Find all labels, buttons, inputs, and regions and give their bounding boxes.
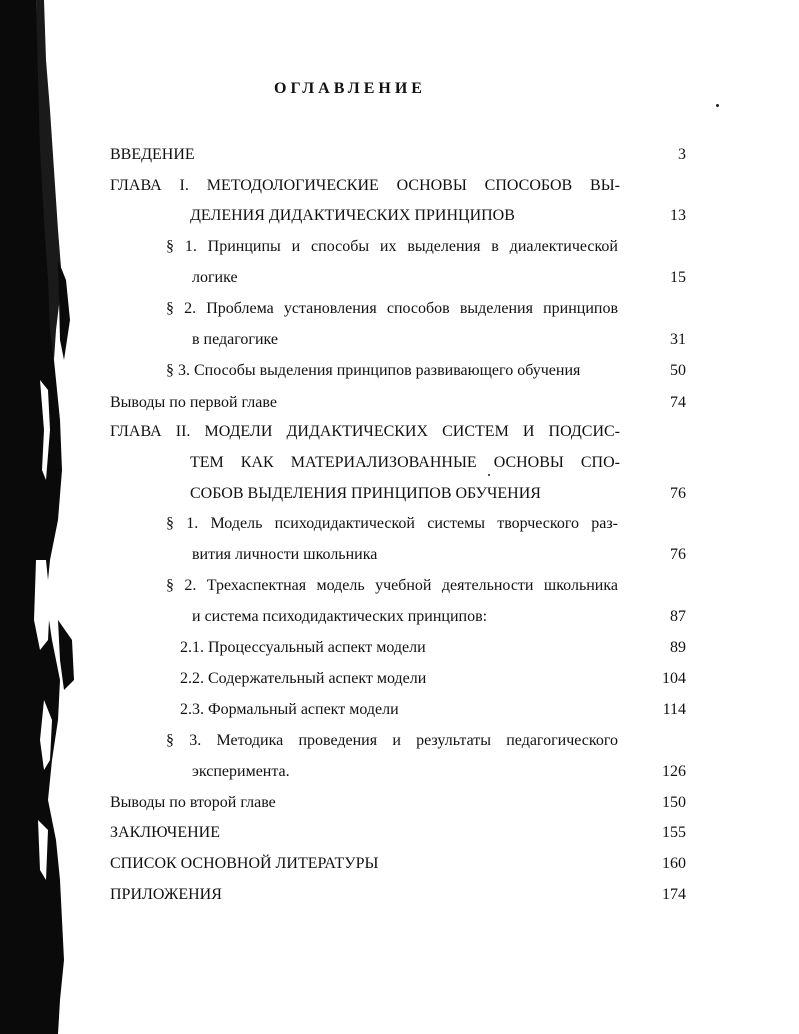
toc-entry-title-line-1: § 1. Принципы и способы их выделения в диалектической [166, 238, 618, 255]
toc-entry-chapter-1-section-1 [0, 237, 799, 297]
toc-entry-title: ЗАКЛЮЧЕНИЕ [110, 824, 220, 841]
toc-entry-page: 15 [670, 269, 686, 286]
toc-entry-title: СПИСОК ОСНОВНОЙ ЛИТЕРАТУРЫ [110, 855, 379, 872]
toc-entry-title-line-2: эксперимента. [192, 763, 290, 780]
toc-entry-title: 2.2. Содержательный аспект модели [180, 670, 427, 687]
toc-entry-title-line-3: СОБОВ ВЫДЕЛЕНИЯ ПРИНЦИПОВ ОБУЧЕНИЯ [190, 485, 541, 502]
toc-entry-page: 160 [662, 855, 686, 872]
toc-entry-page: 104 [662, 670, 686, 687]
toc-entry-title: Выводы по второй главе [110, 794, 276, 811]
toc-entry-page: 126 [662, 763, 686, 780]
toc-entry-page: 114 [662, 701, 686, 718]
toc-entry-page: 74 [670, 394, 686, 411]
toc-entry-title: ВВЕДЕНИЕ [110, 146, 195, 163]
toc-entry-title-line-1: § 2. Трехаспектная модель учебной деятельности школьника [166, 577, 618, 594]
toc-entry-chapter-2-section-3 [0, 731, 799, 791]
toc-entry-title-line-2: ДЕЛЕНИЯ ДИДАКТИЧЕСКИХ ПРИНЦИПОВ [190, 207, 515, 224]
toc-entry-page: 155 [662, 824, 686, 841]
toc-entry-chapter-1 [0, 176, 799, 236]
toc-entry-page: 76 [670, 485, 686, 502]
toc-entry-page: 150 [662, 794, 686, 811]
toc-entry-title: § 3. Способы выделения принципов развивающего обучения [166, 362, 581, 379]
toc-entry-title: ПРИЛОЖЕНИЯ [110, 886, 222, 903]
toc-entry-page: 31 [670, 331, 686, 348]
toc-entry-title-line-2: и система психодидактических принципов: [192, 608, 488, 625]
toc-entry-title-line-1: § 1. Модель психодидактической системы творческого раз- [166, 515, 618, 532]
scan-speck [716, 104, 719, 107]
toc-entry-page: 89 [670, 639, 686, 656]
toc-entry-title-line-1: ГЛАВА II. МОДЕЛИ ДИДАКТИЧЕСКИХ СИСТЕМ И ПОДСИС- [110, 423, 620, 440]
toc-entry-chapter-2-section-2 [0, 576, 799, 636]
toc-entry-title-line-2: ТЕМ КАК МАТЕРИАЛИЗОВАННЫЕ ОСНОВЫ СПО- [190, 454, 620, 471]
toc-entry-title-line-2: вития личности школьника [192, 546, 378, 563]
toc-entry-title-line-2: в педагогике [192, 331, 279, 348]
toc-entry-page: 87 [670, 608, 686, 625]
toc-entry-title-line-2: логике [192, 269, 238, 286]
toc-entry-page: 13 [670, 207, 686, 224]
toc-entry-title: 2.3. Формальный аспект модели [180, 701, 399, 718]
toc-entry-chapter-2-section-1 [0, 514, 799, 574]
toc-entry-chapter-1-section-2 [0, 299, 799, 359]
toc-entry-chapter-2 [0, 422, 799, 506]
toc-entry-title-line-1: § 3. Методика проведения и результаты педагогического [166, 732, 618, 749]
toc-entry-title: Выводы по первой главе [110, 394, 277, 411]
toc-entry-page: 3 [678, 146, 686, 163]
toc-entry-page: 50 [670, 362, 686, 379]
toc-entry-title-line-1: ГЛАВА I. МЕТОДОЛОГИЧЕСКИЕ ОСНОВЫ СПОСОБОВ ВЫ- [110, 177, 620, 194]
toc-entry-title: 2.1. Процессуальный аспект модели [180, 639, 426, 656]
toc-entry-title-line-1: § 2. Проблема установления способов выделения принципов [166, 300, 618, 317]
toc-entry-page: 76 [670, 546, 686, 563]
page-title: ОГЛАВЛЕНИЕ [274, 80, 426, 97]
toc-entry-page: 174 [662, 886, 686, 903]
